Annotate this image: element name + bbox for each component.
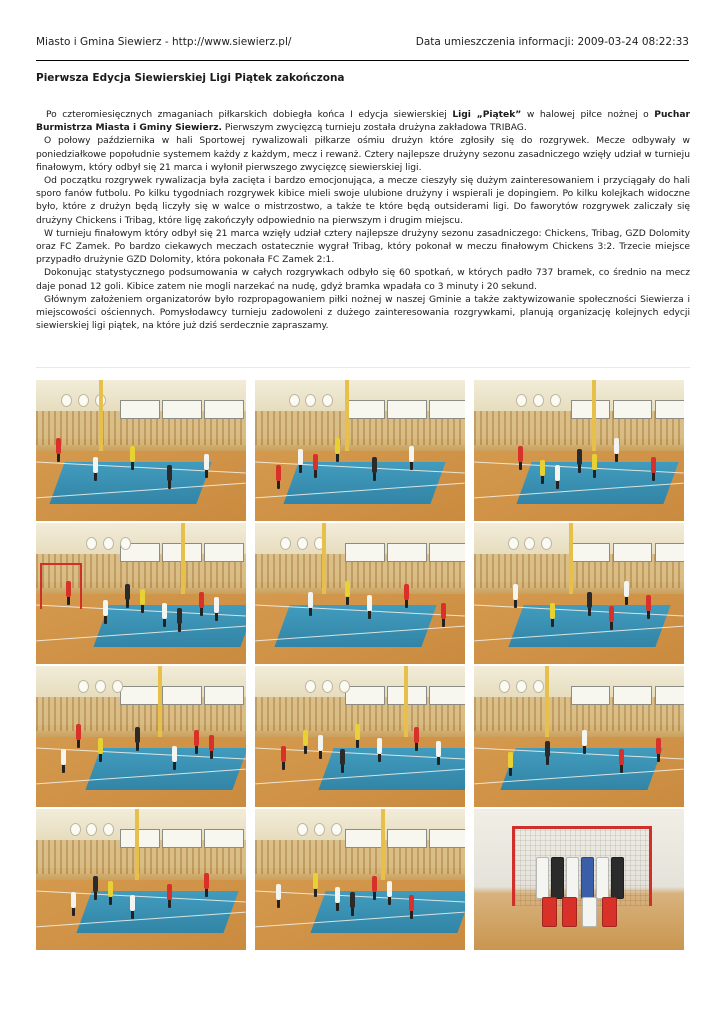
player-figure: [76, 724, 81, 740]
round-window: [516, 680, 527, 693]
round-window: [297, 537, 308, 550]
article-paragraph: Od początku rozgrywek rywalizacja była zacięta i bardzo emocjonująca, a mecze cieszyły się dużym zainteresowaniem i przyciągały do hali sporo fanów futbolu. Po kilku tygodniach rozgrywek kibice mieli swoje ulubione drużyny i wspierali je dopingiem. Po kilku kolejkach widoczne było, które z drużyn będą liczyły się w walce o mistrzostwo, a także te które będą outsiderami ligi. Do faworytów rozgrywek zaliczały się drużyny Chickens i Tribag, które ligę zakończyły odpowiednio na pierwszym i drugim miejscu.: [36, 176, 690, 226]
round-window: [289, 394, 300, 407]
player-figure: [177, 608, 182, 624]
hall-window: [655, 400, 684, 419]
article-paragraph: O połowy października w hali Sportowej rywalizowali piłkarze ośmiu drużyn które zgłosiły się do rozgrywek. Mecze odbywały w poniedziałkowe popołudnie systemem każdy z każdym, mecz i rewanż. Cztery najlepsze drużyny sezonu zasadniczego wzięły udział w turnieju finałowym, który odbył się 21 marca i wyłonił pierwszego zwycięzcę siewierskiej ligi.: [36, 136, 690, 173]
player-figure: [518, 446, 523, 462]
text-run: w halowej piłce nożnej o: [521, 110, 655, 120]
player-figure: [93, 457, 98, 473]
player-figure: [303, 730, 308, 746]
round-window: [331, 823, 342, 836]
player-figure: [409, 446, 414, 462]
player-figure: [656, 738, 661, 754]
gallery-divider: [36, 367, 690, 368]
yellow-column: [322, 523, 326, 594]
player-figure: [335, 438, 340, 454]
player-figure: [372, 457, 377, 473]
hall-window: [204, 400, 244, 419]
futsal-match-photo[interactable]: [255, 380, 465, 521]
player-figure: [372, 876, 377, 892]
publication-date: Data umieszczenia informacji: 2009-03-24 08:22:33: [415, 36, 689, 48]
player-figure: [555, 465, 560, 481]
hall-window: [387, 829, 427, 848]
yellow-column: [135, 809, 139, 880]
player-figure: [204, 454, 209, 470]
player-figure: [345, 581, 350, 597]
player-figure: [609, 606, 614, 622]
player-figure: [61, 749, 66, 765]
hall-window: [571, 686, 611, 705]
hall-window: [162, 829, 202, 848]
player-figure: [441, 603, 446, 619]
yellow-column: [181, 523, 185, 594]
page-header: [36, 36, 689, 48]
blue-court-area: [275, 605, 437, 647]
yellow-column: [404, 666, 408, 737]
player-figure: [298, 449, 303, 465]
hall-window: [204, 686, 244, 705]
hall-window: [120, 686, 160, 705]
round-window: [314, 823, 325, 836]
player-figure: [167, 465, 172, 481]
player-figure: [436, 741, 441, 757]
round-window: [533, 394, 544, 407]
player-figure: [135, 727, 140, 743]
player-figure: [130, 895, 135, 911]
player-figure: [199, 592, 204, 608]
player-figure: [276, 884, 281, 900]
futsal-match-photo[interactable]: [255, 523, 465, 664]
hall-window: [655, 686, 684, 705]
player-figure: [194, 730, 199, 746]
article-title: Pierwsza Edycja Siewierskiej Ligi Piątek zakończona: [36, 72, 345, 84]
player-figure: [172, 746, 177, 762]
player-figure: [313, 454, 318, 470]
player-figure: [313, 873, 318, 889]
player-figure: [404, 584, 409, 600]
player-figure: [582, 730, 587, 746]
player-figure: [204, 873, 209, 889]
header-divider: [36, 60, 689, 61]
player-figure: [651, 457, 656, 473]
league-name: Ligi „Piątek”: [452, 110, 522, 120]
article-paragraph: W turnieju finałowym który odbył się 21 marca wzięły udział cztery najlepsze drużyny sezonu zasadniczego: Chickens, Tribag, GZD Dolomity oraz FC Zamek. Po bardzo ciekawych meczach ostatecznie wygrał Tribag, który pokonał w meczu finałowym Chickens 3:2. Trzecie miejsce przypadło drużynie GZD Dolomity, która pokonała FC Zamek 2:1.: [36, 228, 690, 266]
player-figure: [545, 741, 550, 757]
player-figure: [550, 603, 555, 619]
player-figure: [577, 449, 582, 465]
player-figure: [566, 857, 579, 899]
player-figure: [93, 876, 98, 892]
yellow-column: [345, 380, 349, 451]
article-paragraph: Dokonując statystycznego podsumowania w całych rozgrywkach odbyło się 60 spotkań, w których padło 737 bramek, co średnio na mecz daje ponad 12 goli. Kibice zatem nie mogli narzekać na nudę, gdyż bramka wpadała co 3 minuty i 20 sekund.: [36, 268, 690, 292]
futsal-match-photo[interactable]: [255, 666, 465, 807]
player-figure: [308, 592, 313, 608]
round-window: [339, 680, 350, 693]
round-window: [533, 680, 544, 693]
hall-window: [655, 543, 684, 562]
player-figure: [409, 895, 414, 911]
futsal-match-photo[interactable]: [474, 666, 684, 807]
yellow-column: [381, 809, 385, 880]
round-window: [516, 394, 527, 407]
player-figure: [335, 887, 340, 903]
player-figure: [540, 460, 545, 476]
hall-window: [429, 686, 465, 705]
text-run: Po czteromiesięcznych zmaganiach piłkarskich dobiegła końca I edycja siewierskiej: [46, 110, 453, 120]
player-figure: [513, 584, 518, 600]
player-figure: [551, 857, 564, 899]
article-paragraph: [36, 109, 690, 135]
player-figure: [592, 454, 597, 470]
player-figure: [367, 595, 372, 611]
yellow-column: [569, 523, 573, 594]
futsal-match-photo[interactable]: [474, 380, 684, 521]
player-figure: [619, 749, 624, 765]
round-window: [70, 823, 81, 836]
player-figure: [167, 884, 172, 900]
yellow-column: [592, 380, 596, 451]
player-figure: [214, 597, 219, 613]
round-window: [78, 680, 89, 693]
round-window: [550, 394, 561, 407]
hall-window: [387, 400, 427, 419]
player-figure: [387, 881, 392, 897]
futsal-goalkeeper-photo[interactable]: [36, 523, 246, 664]
hall-window: [429, 543, 465, 562]
player-figure: [56, 438, 61, 454]
player-figure: [536, 857, 549, 899]
hall-window: [429, 400, 465, 419]
cup-name: Puchar Burmistrza Miasta i Gminy Siewierz.: [36, 110, 690, 134]
player-figure: [646, 595, 651, 611]
player-figure: [98, 738, 103, 754]
player-figure: [108, 881, 113, 897]
hall-window: [204, 543, 244, 562]
player-figure: [377, 738, 382, 754]
hall-window: [429, 829, 465, 848]
player-figure: [542, 897, 557, 927]
player-figure: [582, 897, 597, 927]
player-figure: [581, 857, 594, 899]
yellow-column: [99, 380, 103, 451]
player-figure: [276, 465, 281, 481]
blue-court-area: [49, 462, 211, 504]
player-figure: [281, 746, 286, 762]
player-figure: [562, 897, 577, 927]
player-figure: [318, 735, 323, 751]
round-window: [120, 537, 131, 550]
text-run: Pierwszym zwycięzcą turnieju została drużyna zakładowa TRIBAG.: [221, 123, 527, 134]
player-figure: [624, 581, 629, 597]
player-figure: [130, 446, 135, 462]
player-figure: [350, 892, 355, 908]
hall-window: [387, 543, 427, 562]
site-source: Miasto i Gmina Siewierz - http://www.siewierz.pl/: [36, 36, 292, 48]
photo-gallery: [36, 380, 684, 950]
hall-window: [613, 543, 653, 562]
hall-window: [613, 400, 653, 419]
player-figure: [103, 600, 108, 616]
round-window: [297, 823, 308, 836]
goal-frame: [40, 563, 82, 609]
article-paragraph: Głównym założeniem organizatorów było rozpropagowaniem piłki nożnej w naszej Gminie a także zaktywizowanie społeczności Siewierza i miejscowości ościennych. Pomysłodawcy turnieju zadowoleni z dużego zainteresowania rozgrywkami, planują organizację kolejnych edycji siewierskiej ligi piątek, na które już dziś serdecznie zapraszamy.: [36, 294, 690, 332]
article-body: [36, 109, 690, 333]
round-window: [112, 680, 123, 693]
player-figure: [414, 727, 419, 743]
futsal-match-photo[interactable]: [36, 809, 246, 950]
hall-window: [345, 686, 385, 705]
yellow-column: [158, 666, 162, 737]
player-figure: [355, 724, 360, 740]
hall-window: [613, 686, 653, 705]
player-figure: [587, 592, 592, 608]
round-window: [95, 680, 106, 693]
hall-window: [571, 400, 611, 419]
player-figure: [209, 735, 214, 751]
player-figure: [508, 752, 513, 768]
round-window: [78, 394, 89, 407]
hall-window: [162, 686, 202, 705]
player-figure: [66, 581, 71, 597]
futsal-match-photo[interactable]: [474, 523, 684, 664]
hall-window: [162, 400, 202, 419]
player-figure: [611, 857, 624, 899]
hall-window: [120, 829, 160, 848]
futsal-match-photo[interactable]: [36, 380, 246, 521]
hall-window: [120, 400, 160, 419]
player-figure: [125, 584, 130, 600]
player-figure: [614, 438, 619, 454]
hall-window: [571, 543, 611, 562]
hall-window: [345, 543, 385, 562]
yellow-column: [545, 666, 549, 737]
team-group-photo[interactable]: [474, 809, 684, 950]
player-figure: [71, 892, 76, 908]
round-window: [508, 537, 519, 550]
futsal-match-photo[interactable]: [255, 809, 465, 950]
player-figure: [596, 857, 609, 899]
player-figure: [602, 897, 617, 927]
hall-window: [204, 829, 244, 848]
hall-window: [345, 829, 385, 848]
futsal-match-photo[interactable]: [36, 666, 246, 807]
player-figure: [162, 603, 167, 619]
player-figure: [140, 589, 145, 605]
player-figure: [340, 749, 345, 765]
hall-window: [345, 400, 385, 419]
